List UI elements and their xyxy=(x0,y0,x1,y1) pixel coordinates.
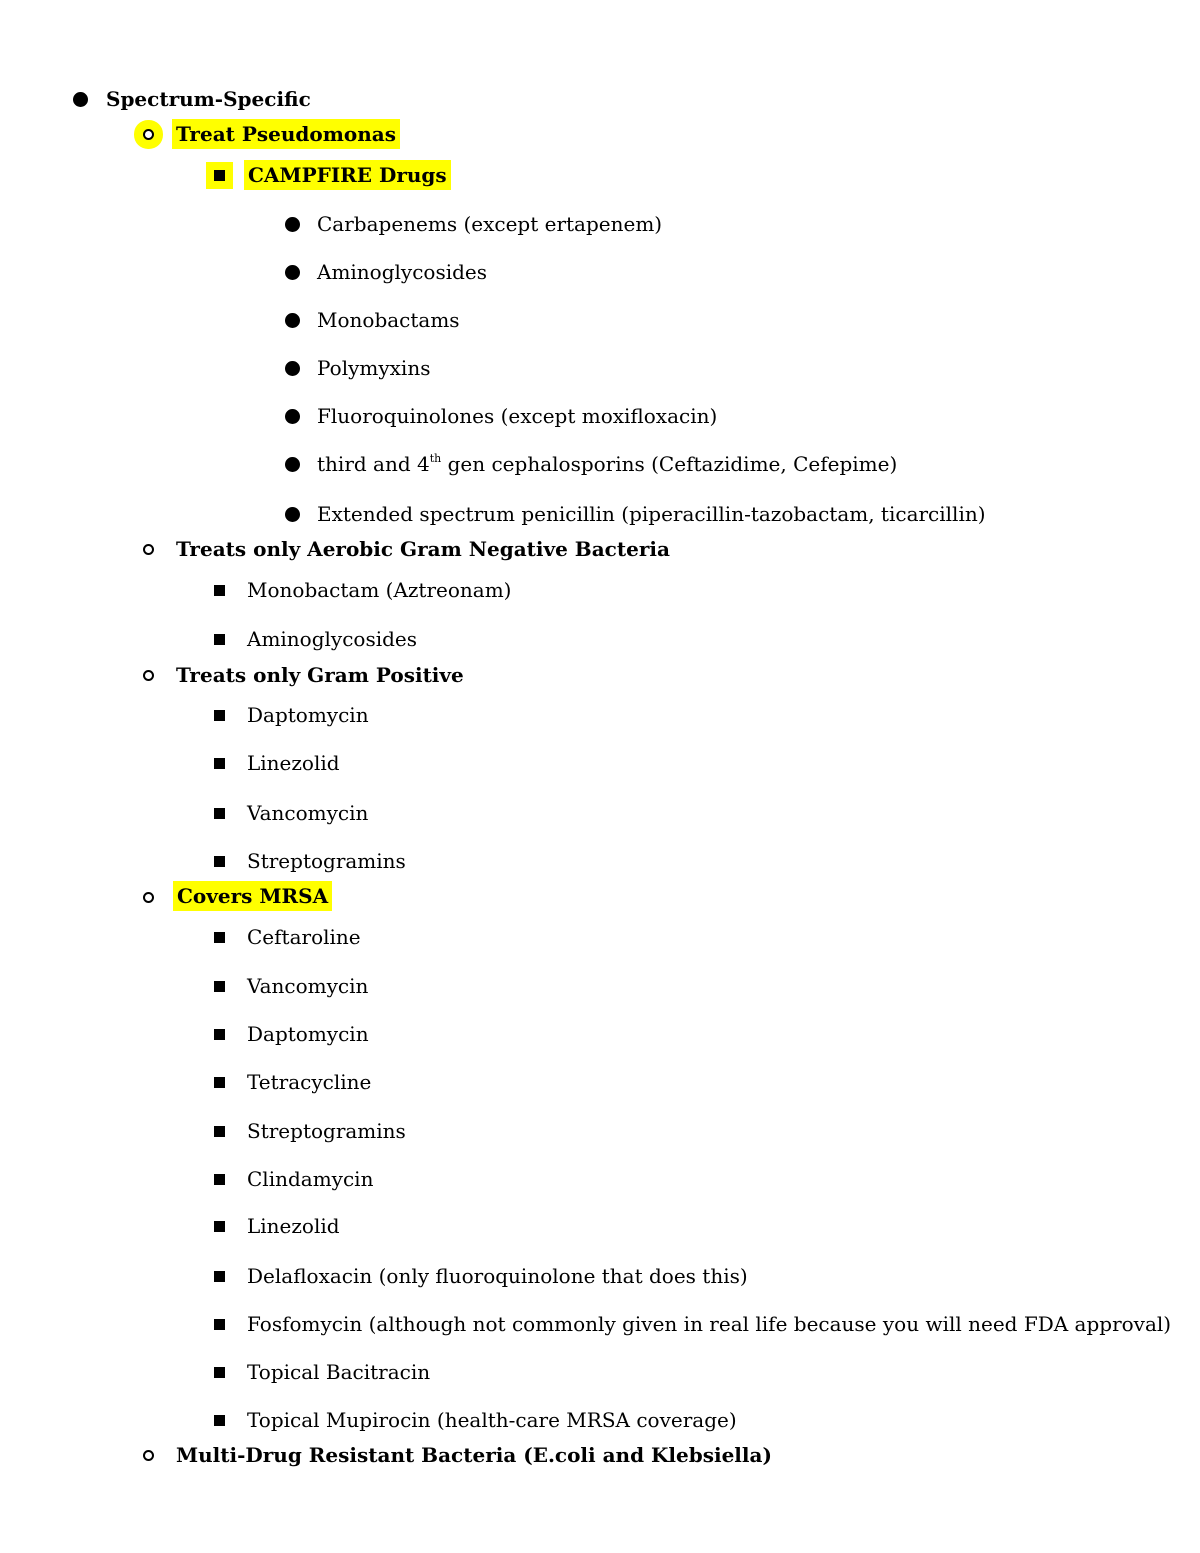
bullet-square-icon xyxy=(214,1415,225,1426)
bullet-circle-icon xyxy=(143,129,154,140)
bullet-square-icon xyxy=(214,932,225,943)
list-item: Daptomycin xyxy=(247,703,369,727)
section-heading-pseudomonas: Treat Pseudomonas xyxy=(176,122,400,146)
list-item: Aminoglycosides xyxy=(247,627,418,651)
list-item: Fluoroquinolones (except moxifloxacin) xyxy=(317,404,718,428)
bullet-circle-icon xyxy=(143,892,154,903)
section-heading-mdr: Multi-Drug Resistant Bacteria (E.coli and Klebsiella) xyxy=(176,1443,772,1467)
list-item: Tetracycline xyxy=(247,1070,372,1094)
bullet-circle-icon xyxy=(143,544,154,555)
bullet-disc-icon xyxy=(285,457,300,472)
bullet-square-icon xyxy=(214,1077,225,1088)
list-item: Linezolid xyxy=(247,751,340,775)
list-item: Carbapenems (except ertapenem) xyxy=(317,212,663,236)
bullet-disc-icon xyxy=(285,507,300,522)
bullet-disc-icon xyxy=(73,92,88,107)
list-item: Daptomycin xyxy=(247,1022,369,1046)
bullet-disc-icon xyxy=(285,217,300,232)
bullet-square-icon xyxy=(214,1029,225,1040)
bullet-disc-icon xyxy=(285,313,300,328)
outline-title: Spectrum-Specific xyxy=(106,87,311,111)
list-item: Streptogramins xyxy=(247,1119,406,1143)
list-item: Monobactam (Aztreonam) xyxy=(247,578,512,602)
bullet-square-icon xyxy=(214,634,225,645)
bullet-square-icon xyxy=(214,585,225,596)
bullet-disc-icon xyxy=(285,265,300,280)
list-item: Polymyxins xyxy=(317,356,431,380)
bullet-square-icon xyxy=(214,758,225,769)
bullet-square-icon xyxy=(214,710,225,721)
list-item: Aminoglycosides xyxy=(317,260,488,284)
bullet-square-icon xyxy=(214,981,225,992)
bullet-square-icon xyxy=(214,1221,225,1232)
list-item: Linezolid xyxy=(247,1214,340,1238)
list-item: Vancomycin xyxy=(247,974,369,998)
list-item: third and 4th gen cephalosporins (Ceftazidime, Cefepime) xyxy=(317,452,898,476)
bullet-square-icon xyxy=(214,808,225,819)
bullet-square-icon xyxy=(214,170,225,181)
list-item: Topical Mupirocin (health-care MRSA coverage) xyxy=(247,1408,737,1432)
list-item: Vancomycin xyxy=(247,801,369,825)
bullet-circle-icon xyxy=(143,1450,154,1461)
bullet-square-icon xyxy=(214,1367,225,1378)
sub-heading-campfire: CAMPFIRE Drugs xyxy=(248,163,451,187)
section-heading-mrsa: Covers MRSA xyxy=(177,884,332,908)
bullet-disc-icon xyxy=(285,409,300,424)
list-item: Delafloxacin (only fluoroquinolone that does this) xyxy=(247,1264,748,1288)
list-item: Ceftaroline xyxy=(247,925,361,949)
bullet-disc-icon xyxy=(285,361,300,376)
bullet-square-icon xyxy=(214,856,225,867)
bullet-square-icon xyxy=(214,1319,225,1330)
list-item: Fosfomycin (although not commonly given in real life because you will need FDA approval) xyxy=(247,1312,1172,1336)
section-heading-gram-positive: Treats only Gram Positive xyxy=(176,663,464,687)
bullet-square-icon xyxy=(214,1126,225,1137)
list-item: Extended spectrum penicillin (piperacillin-tazobactam, ticarcillin) xyxy=(317,502,986,526)
list-item: Streptogramins xyxy=(247,849,406,873)
list-item: Monobactams xyxy=(317,308,460,332)
bullet-square-icon xyxy=(214,1174,225,1185)
section-heading-gram-negative: Treats only Aerobic Gram Negative Bacteria xyxy=(176,537,670,561)
bullet-square-icon xyxy=(214,1271,225,1282)
bullet-circle-icon xyxy=(143,670,154,681)
list-item: Clindamycin xyxy=(247,1167,374,1191)
list-item: Topical Bacitracin xyxy=(247,1360,431,1384)
